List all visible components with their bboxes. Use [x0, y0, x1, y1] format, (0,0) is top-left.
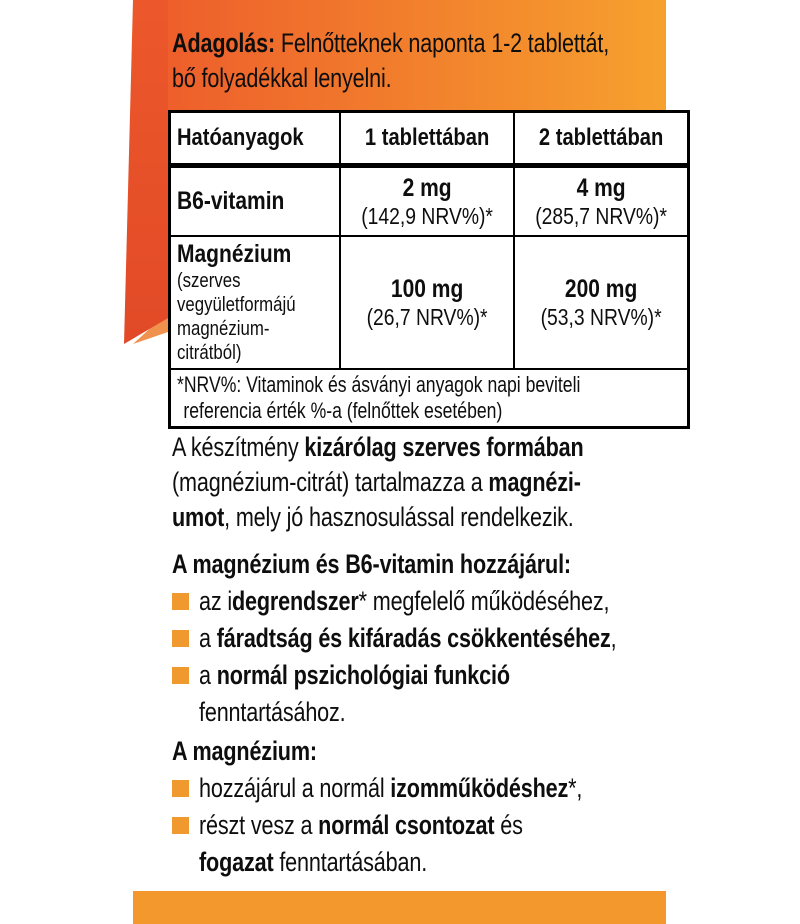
- nrv-value: (53,3 NRV%)*: [540, 304, 662, 330]
- value-cell: [514, 236, 689, 369]
- bullet-line: [199, 807, 523, 844]
- ingredient-name-subline: magnézium-: [177, 318, 270, 340]
- nrv-value: (142,9 NRV%)*: [361, 203, 493, 229]
- text-segment: a: [199, 660, 217, 690]
- paragraph-line: [172, 465, 581, 500]
- bullet-item: [172, 807, 672, 881]
- dosage-line: [172, 61, 556, 96]
- ribbon-accent: [118, 0, 174, 350]
- bullet-square-icon: [172, 593, 189, 610]
- bullet-square-icon: [172, 780, 189, 797]
- nrv-value: (26,7 NRV%)*: [366, 304, 488, 330]
- table-header-cell: [514, 112, 689, 166]
- bullet-text: [199, 583, 712, 620]
- bullet-line: [199, 694, 510, 731]
- text-segment: Felnőtteknek naponta 1-2 tablettát,: [280, 28, 610, 58]
- text-segment: bő folyadékkal lenyelni.: [172, 63, 392, 93]
- table-header-label: 2 tablettában: [538, 124, 664, 151]
- bullet-list-contributions: [172, 583, 672, 731]
- ingredient-name-subline: (szerves: [177, 270, 241, 292]
- nrv-value: (285,7 NRV%)*: [535, 203, 667, 229]
- text-segment: , mely jó hasznosulással rendelkezik.: [224, 502, 574, 532]
- paragraph-organic-form: [172, 430, 672, 535]
- text-bold-segment: magnézi-: [488, 467, 581, 497]
- ingredients-table: [168, 110, 690, 429]
- table-header-row: [170, 112, 689, 166]
- text-segment: *,: [568, 773, 583, 803]
- text-bold-segment: degrendszer: [231, 586, 359, 616]
- text-bold-segment: normál csontozat: [318, 810, 495, 840]
- footnote-line: *NRV%: Vitaminok és ásványi anyagok napi beviteli: [177, 372, 581, 397]
- bullet-text: [199, 807, 604, 881]
- text-segment: ,: [610, 623, 617, 653]
- amount-value: 2 mg: [402, 174, 452, 202]
- value-cell: [340, 236, 514, 369]
- table-header-label: 1 tablettában: [364, 124, 490, 151]
- bullet-line: [199, 657, 510, 694]
- bottom-bar: [133, 891, 666, 924]
- amount-value: 4 mg: [576, 174, 626, 202]
- text-bold-segment: umot: [172, 502, 225, 532]
- ingredient-name: Magnézium: [177, 240, 292, 268]
- table-header-label: Hatóanyagok: [177, 124, 304, 151]
- footnote-line: referencia érték %-a (felnőttek esetében): [183, 398, 503, 423]
- text-bold-segment: kizárólag szerves formában: [304, 432, 584, 462]
- bullet-line: [199, 770, 582, 807]
- text-segment: a: [199, 623, 217, 653]
- heading-contributions: A magnézium és B6-vitamin hozzájárul:: [172, 549, 571, 579]
- table-row-b6: [170, 166, 689, 237]
- bullet-line: [199, 620, 616, 657]
- text-segment: fenntartásában.: [273, 847, 428, 877]
- table-footnote-row: [170, 369, 689, 428]
- ingredient-name-subline: citrátból): [177, 342, 242, 364]
- bullet-text: [199, 770, 678, 807]
- dosage-text: [172, 26, 652, 96]
- text-segment: az i: [199, 586, 232, 616]
- bullet-item: [172, 620, 672, 657]
- text-segment: hozzájárul a normál: [199, 773, 391, 803]
- text-segment: A készítmény: [172, 432, 305, 462]
- ingredient-name-cell: [170, 236, 340, 369]
- text-segment: (magnézium-citrát) tartalmazza a: [172, 467, 489, 497]
- text-segment: * megfelelő működéséhez,: [358, 586, 610, 616]
- bullet-square-icon: [172, 667, 189, 684]
- paragraph-line: [172, 500, 572, 535]
- table-header-cell: [170, 112, 340, 166]
- value-cell: [340, 166, 514, 237]
- bullet-list-magnesium: [172, 770, 672, 881]
- bullet-item: [172, 657, 672, 731]
- bullet-item: [172, 583, 672, 620]
- bullet-text: [199, 620, 721, 657]
- amount-value: 200 mg: [564, 275, 638, 303]
- text-segment: és: [494, 810, 523, 840]
- bullet-square-icon: [172, 630, 189, 647]
- bullet-item: [172, 770, 672, 807]
- text-bold-segment: normál pszichológiai funkció: [216, 660, 510, 690]
- text-segment: fenntartásához.: [199, 697, 346, 727]
- ingredient-name-cell: [170, 166, 340, 237]
- ribbon-main-shape: [124, 0, 168, 344]
- body-text: [172, 430, 672, 881]
- table-footnote: [170, 369, 689, 428]
- value-cell: [514, 166, 689, 237]
- text-bold-segment: fogazat: [199, 847, 274, 877]
- bullet-line: [199, 844, 523, 881]
- text-bold-segment: fáradtság és kifáradás csökkentéséhez: [216, 623, 611, 653]
- table-header-cell: [340, 112, 514, 166]
- bullet-square-icon: [172, 817, 189, 834]
- amount-value: 100 mg: [390, 275, 464, 303]
- text-bold-segment: Adagolás:: [172, 28, 281, 58]
- paragraph-line: [172, 430, 584, 465]
- ingredient-name-subline: vegyületformájú: [177, 294, 296, 316]
- text-bold-segment: izomműködéshez: [390, 773, 569, 803]
- ingredient-name: B6-vitamin: [177, 187, 285, 215]
- bullet-line: [199, 583, 609, 620]
- text-segment: részt vesz a: [199, 810, 319, 840]
- heading-magnesium: A magnézium:: [172, 736, 317, 766]
- bullet-text: [199, 657, 588, 731]
- dosage-line: [172, 26, 610, 61]
- table-row-magnesium: [170, 236, 689, 369]
